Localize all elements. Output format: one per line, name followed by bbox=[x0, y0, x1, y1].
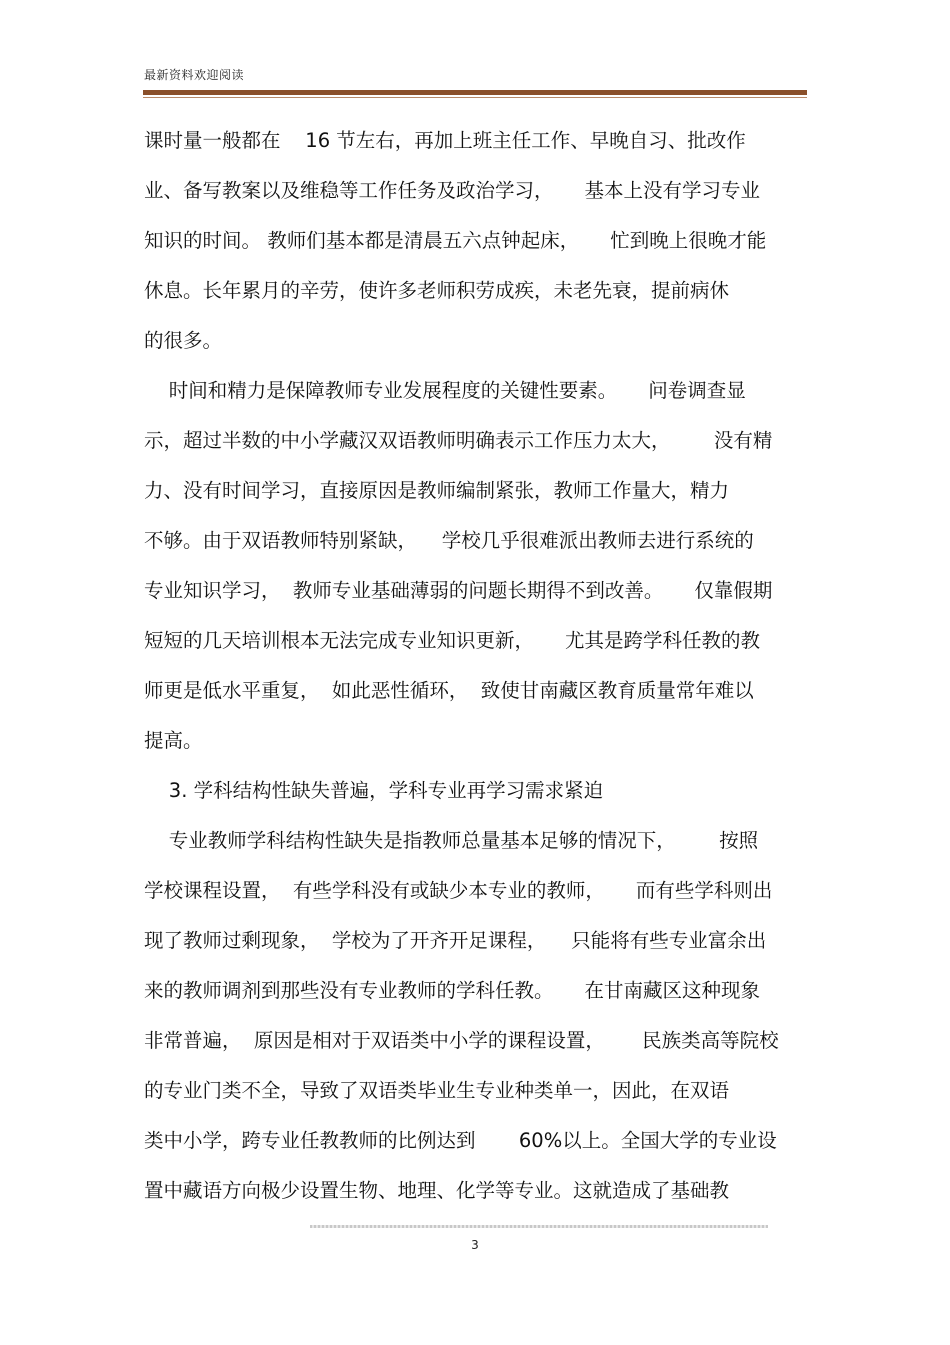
text-line: 师更是低水平重复， 如此恶性循环， 致使甘南藏区教育质量常年难以 bbox=[144, 679, 754, 702]
header-divider-thin bbox=[143, 97, 807, 98]
text-line: 类中小学，跨专业任教教师的比例达到 60%以上。全国大学的专业设 bbox=[144, 1129, 777, 1152]
text-line: 来的教师调剂到那些没有专业教师的学科任教。 在甘南藏区这种现象 bbox=[144, 979, 760, 1002]
text-line: 专业教师学科结构性缺失是指教师总量基本足够的情况下， 按照 bbox=[144, 829, 759, 852]
text-line: 提高。 bbox=[144, 729, 203, 752]
text-line: 置中藏语方向极少设置生物、地理、化学等专业。这就造成了基础教 bbox=[144, 1179, 730, 1202]
text-line: 专业知识学习， 教师专业基础薄弱的问题长期得不到改善。 仅靠假期 bbox=[144, 579, 773, 602]
text-line: 学校课程设置， 有些学科没有或缺少本专业的教师， 而有些学科则出 bbox=[144, 879, 773, 902]
text-line: 知识的时间。 教师们基本都是清晨五六点钟起床， 忙到晚上很晚才能 bbox=[144, 229, 767, 252]
footer-divider bbox=[310, 1225, 768, 1228]
text-line: 现了教师过剩现象， 学校为了开齐开足课程， 只能将有些专业富余出 bbox=[144, 929, 767, 952]
text-line: 课时量一般都在 16 节左右，再加上班主任工作、早晚自习、批改作 bbox=[144, 129, 746, 152]
text-line: 力、没有时间学习，直接原因是教师编制紧张，教师工作量大，精力 bbox=[144, 479, 730, 502]
text-line: 的很多。 bbox=[144, 329, 223, 352]
header-title: 最新资料欢迎阅读 bbox=[144, 68, 245, 82]
text-line: 时间和精力是保障教师专业发展程度的关键性要素。 问卷调查显 bbox=[144, 379, 746, 402]
page-number: 3 bbox=[471, 1238, 479, 1252]
text-line: 的专业门类不全，导致了双语类毕业生专业种类单一，因此，在双语 bbox=[144, 1079, 730, 1102]
section-heading: 3. 学科结构性缺失普遍，学科专业再学习需求紧迫 bbox=[144, 779, 604, 802]
text-line: 示，超过半数的中小学藏汉双语教师明确表示工作压力太大， 没有精 bbox=[144, 429, 773, 452]
text-line: 非常普遍， 原因是相对于双语类中小学的课程设置， 民族类高等院校 bbox=[144, 1029, 779, 1052]
text-line: 业、备写教案以及维稳等工作任务及政治学习， 基本上没有学习专业 bbox=[144, 179, 760, 202]
text-line: 短短的几天培训根本无法完成专业知识更新， 尤其是跨学科任教的教 bbox=[144, 629, 760, 652]
text-line: 休息。长年累月的辛劳，使许多老师积劳成疾，未老先衰，提前病休 bbox=[144, 279, 730, 302]
header-divider-thick bbox=[143, 90, 807, 95]
text-line: 不够。由于双语教师特别紧缺， 学校几乎很难派出教师去进行系统的 bbox=[144, 529, 754, 552]
